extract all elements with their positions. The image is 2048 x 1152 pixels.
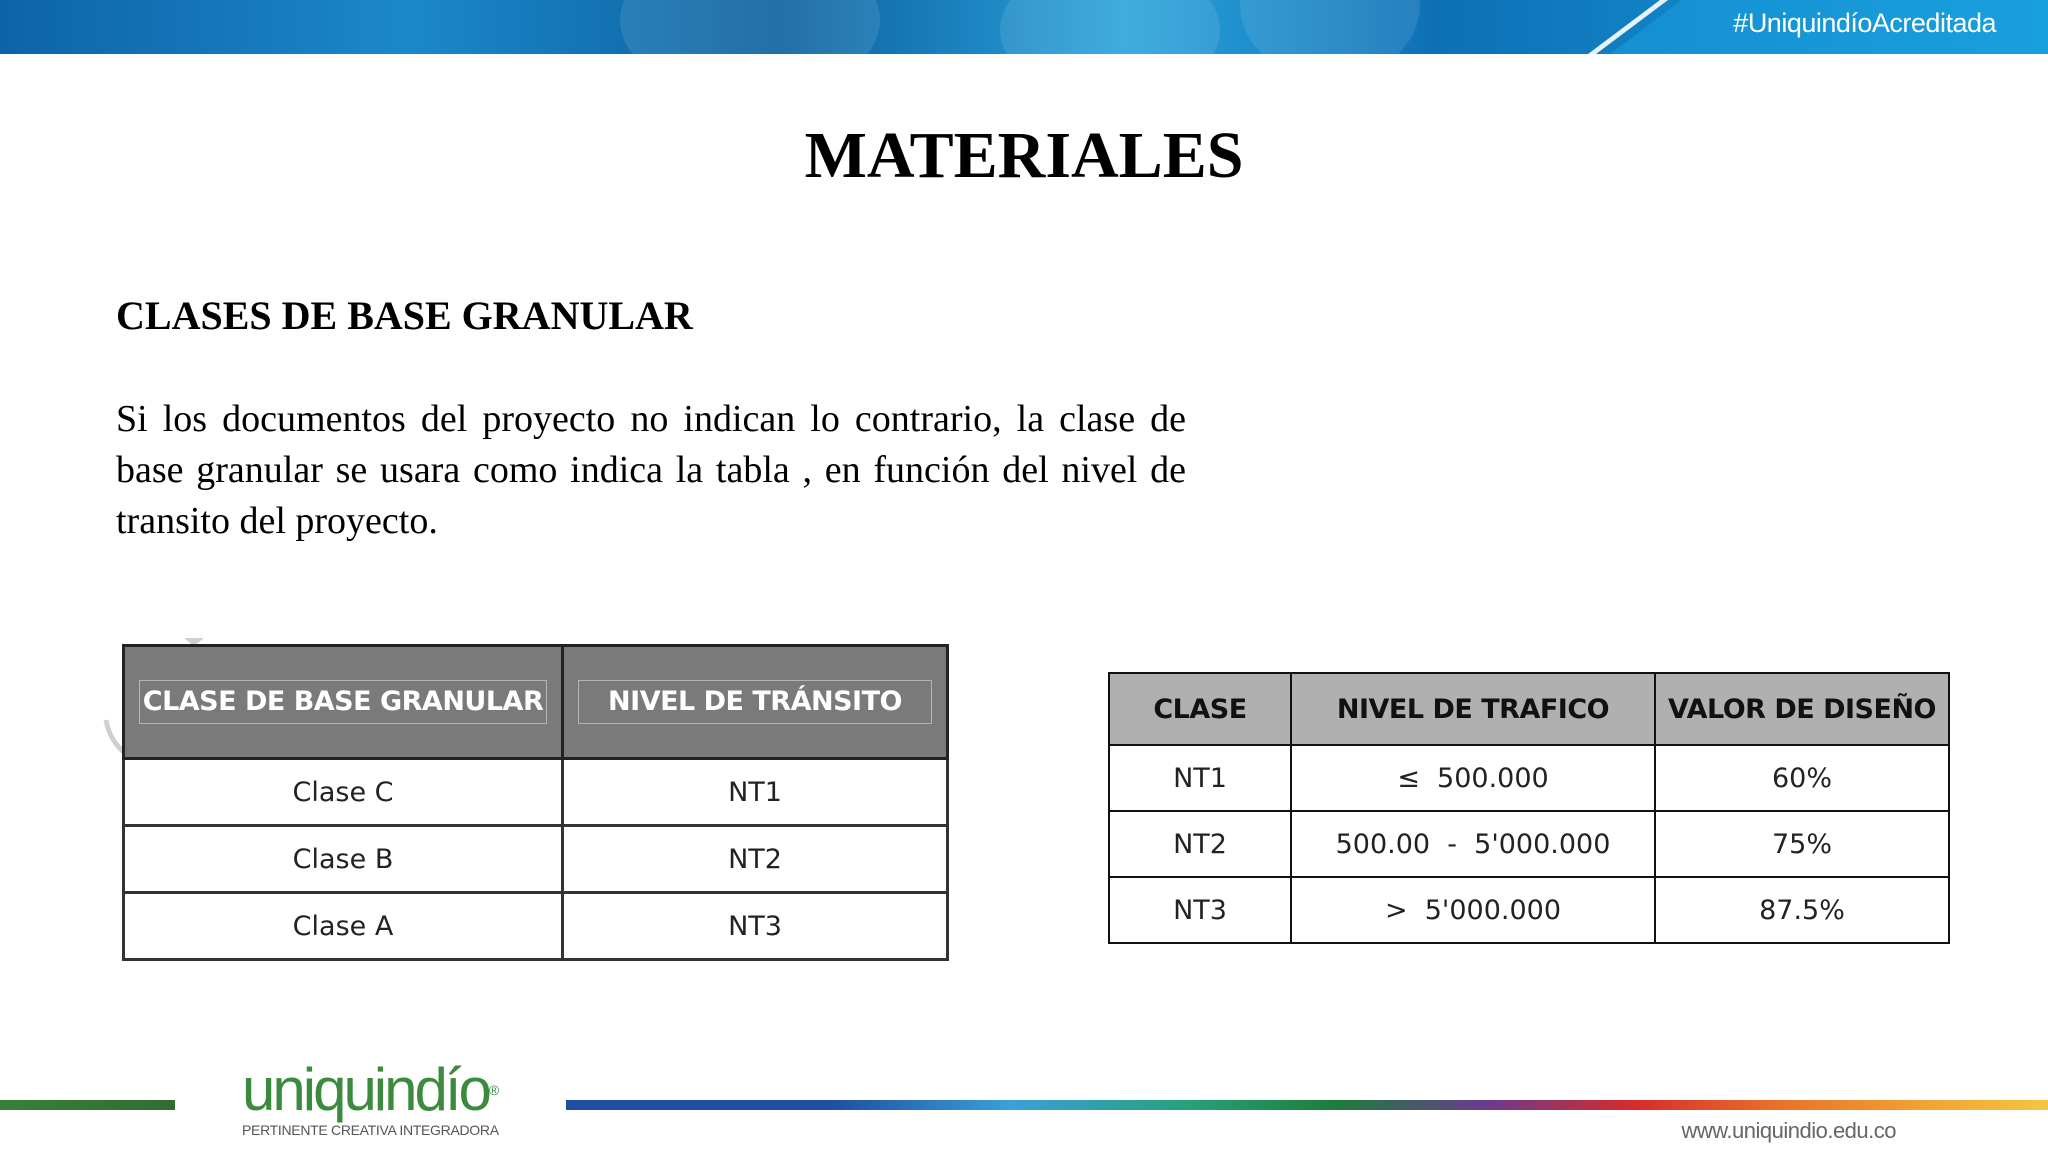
- table-cell: NT1: [563, 759, 948, 826]
- table-cell: NT2: [1109, 811, 1291, 877]
- table-cell: NT3: [563, 893, 948, 960]
- table-cell: > 5'000.000: [1291, 877, 1655, 943]
- table-cell: NT2: [563, 826, 948, 893]
- table-row: [1109, 745, 1949, 811]
- column-header: VALOR DE DISEÑO: [1655, 673, 1949, 745]
- uniquindio-logo: [242, 1056, 499, 1138]
- column-header: CLASE: [1109, 673, 1291, 745]
- column-header: NIVEL DE TRAFICO: [1291, 673, 1655, 745]
- table-cell: 75%: [1655, 811, 1949, 877]
- logo-wordmark: uniquindío®: [242, 1056, 497, 1123]
- table-row: [1109, 811, 1949, 877]
- slide-title: MATERIALES: [804, 119, 1244, 192]
- column-header: NIVEL DE TRÁNSITO: [563, 646, 948, 759]
- logo-tagline: PERTINENTE CREATIVA INTEGRADORA: [242, 1122, 499, 1138]
- table-cell: ≤ 500.000: [1291, 745, 1655, 811]
- table-cell: NT3: [1109, 877, 1291, 943]
- table-header-row: [124, 646, 948, 759]
- table-header-row: [1109, 673, 1949, 745]
- table-row: [124, 893, 948, 960]
- body-paragraph: Si los documentos del proyecto no indican lo contrario, la clase de base granular se usara como indica la tabla , en función del nivel de transito del proyecto.: [116, 398, 1186, 542]
- traffic-design-table: [1108, 672, 1950, 944]
- hashtag-label: #UniquindíoAcreditada: [1733, 8, 1996, 38]
- table-cell: Clase C: [124, 759, 563, 826]
- table-cell: 87.5%: [1655, 877, 1949, 943]
- base-granular-table: [122, 644, 949, 961]
- table-cell: 60%: [1655, 745, 1949, 811]
- footer-stripe-right: [566, 1100, 2048, 1110]
- footer-stripe-left: [0, 1100, 175, 1110]
- column-header: CLASE DE BASE GRANULAR: [124, 646, 563, 759]
- table-row: [124, 759, 948, 826]
- table-row: [124, 826, 948, 893]
- table-cell: Clase B: [124, 826, 563, 893]
- table-row: [1109, 877, 1949, 943]
- table-cell: 500.00 - 5'000.000: [1291, 811, 1655, 877]
- top-banner: [0, 0, 2048, 54]
- table-cell: NT1: [1109, 745, 1291, 811]
- table-cell: Clase A: [124, 893, 563, 960]
- website-url: www.uniquindio.edu.co: [1681, 1118, 1896, 1143]
- section-subtitle: CLASES DE BASE GRANULAR: [116, 293, 693, 338]
